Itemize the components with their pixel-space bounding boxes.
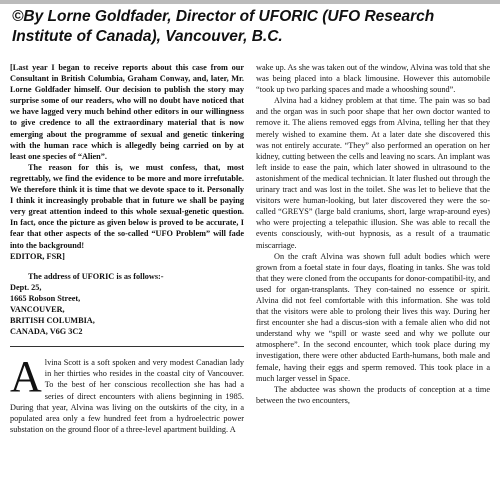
story-paragraph-2: wake up. As she was taken out of the window, Alvina was told that she was being placed into a black limousine. However this automobile “took up two parking spaces and made a whooshing sound”.: [256, 63, 490, 95]
story-paragraph-1-text: lvina Scott is a soft spoken and very modest Canadian lady in her thirties who resides in the coastal city of Vancouver. To the best of her conscious recollection she has had a series of direct encounters with aliens beginning in 1985. During that year, Alvina was living on the outskirts of the city, in a populated area only a few hundred feet from a hydroelectric power substation on the ground floor of a three-level apartment building. A: [10, 358, 244, 434]
left-column: [10, 62, 244, 435]
address-line: BRITISH COLUMBIA,: [10, 316, 95, 326]
top-bar: [0, 0, 500, 4]
editor-note-paragraph-2: The reason for this is, we must confess, that, most regrettably, we find the evidence to be more and more irrefutable. We therefore think it is time that we devote space to it. Personally I think it increasingly probable that in future we shall be paying very great attention indeed to this whole sexual-genetic question. In fact, once the picture as given below is proved to be accurate, I fear that other aspects of the so-called “UFO Problem” will fade into the background!: [10, 162, 244, 250]
section-divider: [10, 346, 244, 347]
address-line: 1665 Robson Street,: [10, 293, 81, 303]
editor-signoff: EDITOR, FSR]: [10, 251, 65, 261]
address-intro: The address of UFORIC is as follows:-: [28, 271, 164, 281]
address-line: VANCOUVER,: [10, 304, 65, 314]
story-paragraph-4: On the craft Alvina was shown full adult bodies which were grown from a foetal state in four days, floating in tanks. She was told that they were cloned from the occupants for donor-compatibil-ity, and used for organ-transplants. They con-tained no essence or spirit. Alvina did not feel comfortable with this information. She was told that the visitors were able to prolong their lives this way. During her first encounter she had a discus-sion with a female alien who did not understand why we “spill or waste seed and why we pollute our atmosphere”. In the second encounter, which took place during my investigation, there were other abducted Earth-humans, both male and female, having their eggs and sperm removed. This took place in a much larger vessel in Space.: [256, 251, 490, 383]
story-paragraph-3: Alvina had a kidney problem at that time. The pain was so bad and the organ was in such poor shape that her own doctor wanted to remove it. The aliens removed eggs from Alvina, telling her that they merely wished to examine them. At a later date she discovered this was not entirely accurate. “They” also performed an operation on her kidney, cutting between the cells and leaving no scars. An implant was left inside to ease the pain, which later showed in ultrasound to the astonishment of the medical technician. It later flushed out through the urinary tract and was lost in the toilet. She was let to believe that the visitors were human-looking, but later discovered they were the so-called “GREYS” (large bald craniums, short, large wrap-around eyes) who were projecting a telepathic illusion. She was able to recall the events consciously, with-out hypnosis, as a result of a traumatic miscarriage.: [256, 96, 490, 250]
address-line: CANADA, V6G 3C2: [10, 327, 83, 337]
right-column: [256, 62, 490, 406]
story-paragraph-5: The abductee was shown the products of conception at a time between the two encounters,: [256, 384, 490, 405]
article-byline: ©By Lorne Goldfader, Director of UFORIC (UFO Research Institute of Canada), Vancouver, B.C.: [12, 8, 435, 45]
address-block: [10, 282, 244, 337]
editor-note-paragraph-1: [Last year I began to receive reports about this case from our Consultant in British Columbia, Graham Conway, and, later, Mr. Lorne Goldfader himself. Our decision to publish the story may surprise some of our readers, who will no doubt have noticed that we have lagged very much behind other editors in our willingness to give credence to all the extraordinary material that is now emerging about the programme of sexual and genetic tinkering with the human race which is allegedly being carried on by at least one species of “Alien”.: [10, 63, 244, 161]
drop-cap: A: [10, 352, 42, 402]
address-line: Dept. 25,: [10, 282, 42, 292]
story-paragraph-1: [10, 352, 244, 435]
